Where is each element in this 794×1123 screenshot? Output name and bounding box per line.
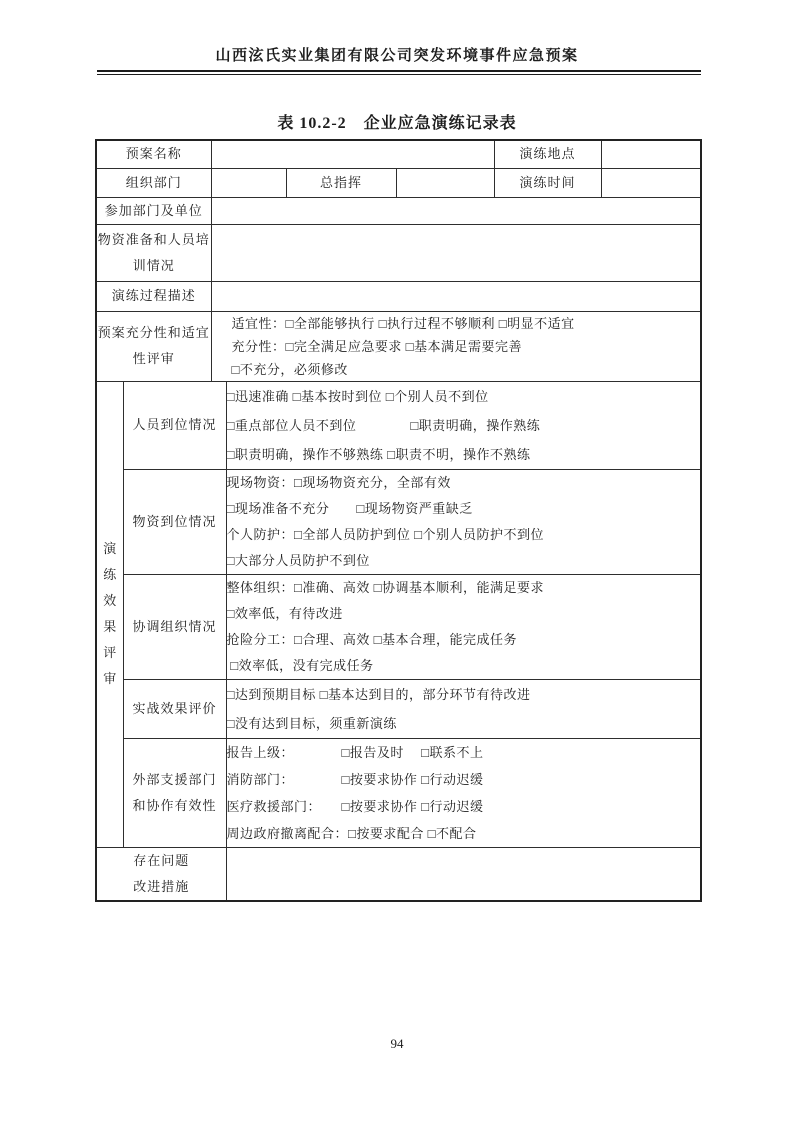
chief-commander-label: 总指挥 bbox=[286, 168, 396, 197]
row-problems-improvements bbox=[96, 847, 701, 901]
option-line: □效率低，没有完成任务 bbox=[226, 657, 374, 673]
row-org-dept bbox=[96, 168, 701, 197]
option-line: 整体组织：□准确、高效 □协调基本顺利，能满足要求 bbox=[226, 579, 544, 595]
material-status-label bbox=[123, 469, 226, 574]
plan-name-label: 预案名称 bbox=[96, 140, 211, 168]
option-line: □大部分人员防护不到位 bbox=[226, 552, 370, 568]
option-line: 医疗救援部门： □按要求协作 □行动迟缓 bbox=[226, 798, 484, 814]
drill-time-label: 演练时间 bbox=[494, 168, 601, 197]
row-participants bbox=[96, 197, 701, 224]
option-line: □没有达到目标，须重新演练 bbox=[226, 715, 397, 731]
problems-improvements-label bbox=[96, 847, 226, 901]
material-training-label: 物资准备和人员培训情况 bbox=[96, 224, 211, 281]
problems-improvements-value-cell bbox=[226, 847, 701, 901]
row-practical-effect bbox=[96, 679, 701, 738]
option-line: 消防部门： □按要求协作 □行动迟缓 bbox=[226, 771, 484, 787]
document-header-title: 山西泫氏实业集团有限公司突发环境事件应急预案 bbox=[215, 48, 579, 64]
option-line: □重点部位人员不到位 □职责明确，操作熟练 bbox=[226, 417, 541, 433]
option-line: 现场物资：□现场物资充分，全部有效 bbox=[226, 474, 451, 490]
improvements-label-line: 改进措施 bbox=[133, 878, 190, 894]
material-status-options-cell bbox=[226, 469, 701, 574]
sublabel-line: 和协作有效性 bbox=[132, 797, 217, 813]
row-coordination-status bbox=[96, 574, 701, 679]
sublabel-line: 外部支援部门 bbox=[132, 771, 217, 787]
external-support-label bbox=[123, 738, 226, 847]
personnel-status-options-cell bbox=[226, 381, 701, 469]
personnel-status-label bbox=[123, 381, 226, 469]
sublabel-line: 协调组织情况 bbox=[132, 618, 217, 634]
chief-commander-value-cell bbox=[396, 168, 494, 197]
coordination-status-label bbox=[123, 574, 226, 679]
row-process-desc bbox=[96, 281, 701, 311]
header-divider-rule bbox=[97, 70, 701, 75]
sublabel-line: 人员到位情况 bbox=[132, 417, 217, 432]
practical-effect-options-cell bbox=[226, 679, 701, 738]
row-plan-name bbox=[96, 140, 701, 168]
org-dept-value-cell bbox=[211, 168, 286, 197]
plan-name-value-cell bbox=[211, 140, 494, 168]
process-desc-label: 演练过程描述 bbox=[96, 281, 211, 311]
effect-review-section-label bbox=[96, 381, 123, 847]
page-number: 94 bbox=[390, 1036, 404, 1051]
problems-label-line: 存在问题 bbox=[133, 852, 190, 868]
participants-label: 参加部门及单位 bbox=[96, 197, 211, 224]
option-line: 个人防护：□全部人员防护到位 □个别人员防护不到位 bbox=[226, 526, 544, 542]
option-line: 抢险分工：□合理、高效 □基本合理，能完成任务 bbox=[226, 631, 517, 647]
option-line: □职责明确，操作不够熟练 □职责不明，操作不熟练 bbox=[226, 446, 531, 462]
drill-location-value-cell bbox=[601, 140, 701, 168]
option-line: 周边政府撤离配合：□按要求配合 □不配合 bbox=[226, 825, 477, 841]
effect-review-vertical-text: 演练效果评审 bbox=[103, 541, 117, 686]
row-material-status bbox=[96, 469, 701, 574]
table-caption: 表 10.2-2 企业应急演练记录表 bbox=[277, 115, 517, 132]
process-desc-value-cell bbox=[211, 281, 701, 311]
row-adequacy-review bbox=[96, 311, 701, 381]
adequacy-option-line: 充分性：□完全满足应急要求 □基本满足需要完善 bbox=[231, 338, 522, 354]
option-line: □迅速准确 □基本按时到位 □个别人员不到位 bbox=[226, 388, 489, 404]
coordination-status-options-cell bbox=[226, 574, 701, 679]
material-training-value-cell bbox=[211, 224, 701, 281]
drill-location-label: 演练地点 bbox=[494, 140, 601, 168]
drill-time-value-cell bbox=[601, 168, 701, 197]
row-personnel-status bbox=[96, 381, 701, 469]
option-line: □达到预期目标 □基本达到目的，部分环节有待改进 bbox=[226, 686, 531, 702]
participants-value-cell bbox=[211, 197, 701, 224]
sublabel-line: 实战效果评价 bbox=[132, 700, 217, 716]
row-material-training bbox=[96, 224, 701, 281]
external-support-options-cell bbox=[226, 738, 701, 847]
adequacy-label: 预案充分性和适宜性评审 bbox=[96, 311, 211, 381]
row-external-support bbox=[96, 738, 701, 847]
drill-record-table bbox=[95, 139, 702, 902]
adequacy-options-cell bbox=[211, 311, 701, 381]
option-line: □效率低，有待改进 bbox=[226, 605, 343, 621]
practical-effect-label bbox=[123, 679, 226, 738]
adequacy-option-line: 适宜性：□全部能够执行 □执行过程不够顺利 □明显不适宜 bbox=[231, 315, 575, 331]
option-line: □现场准备不充分 □现场物资严重缺乏 bbox=[226, 500, 473, 516]
adequacy-option-line: □不充分，必须修改 bbox=[231, 361, 348, 377]
sublabel-line: 物资到位情况 bbox=[132, 513, 217, 529]
org-dept-label: 组织部门 bbox=[96, 168, 211, 197]
option-line: 报告上级： □报告及时 □联系不上 bbox=[226, 744, 484, 760]
